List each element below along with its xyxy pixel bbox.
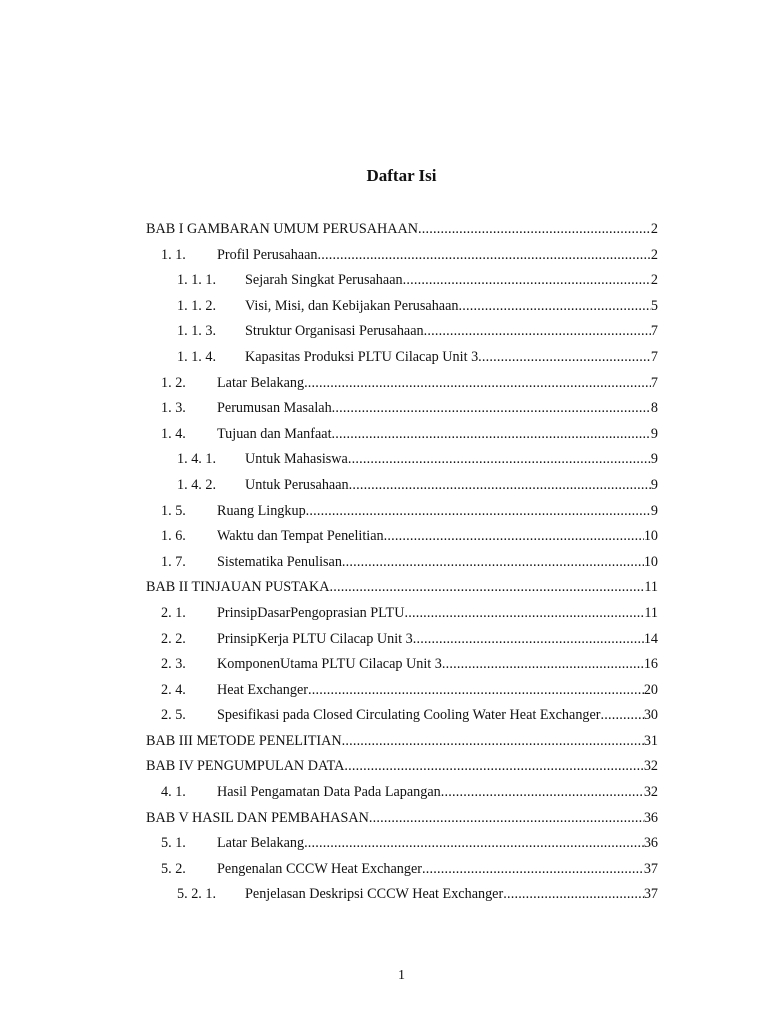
toc-entry-number: 2. 5. bbox=[161, 707, 186, 724]
toc-entry[interactable] bbox=[146, 473, 658, 499]
toc-entry-page: 37 bbox=[643, 860, 658, 877]
toc-entry-leader-line bbox=[146, 575, 658, 601]
toc-entry[interactable] bbox=[146, 371, 658, 397]
toc-entry-page: 2 bbox=[650, 272, 658, 289]
toc-entry-number: 1. 1. 2. bbox=[177, 297, 217, 314]
toc-entry[interactable] bbox=[146, 550, 658, 576]
toc-entry[interactable] bbox=[146, 319, 658, 345]
toc-entry-text: BAB V HASIL DAN PEMBAHASAN bbox=[146, 809, 369, 826]
toc-entry-text: Sistematika Penulisan bbox=[217, 553, 342, 570]
dot-leader bbox=[442, 652, 644, 678]
toc-entry-page: 30 bbox=[643, 707, 658, 724]
toc-entry-page: 5 bbox=[650, 297, 658, 314]
toc-entry-number: 1. 4. 2. bbox=[177, 476, 217, 493]
toc-entry-leader-line bbox=[217, 652, 658, 678]
toc-entry-text: BAB III METODE PENELITIAN bbox=[146, 732, 342, 749]
dot-leader bbox=[304, 371, 651, 397]
toc-entry[interactable] bbox=[146, 882, 658, 908]
toc-entry-text: Spesifikasi pada Closed Circulating Cooling Water Heat Exchanger bbox=[217, 707, 601, 724]
toc-entry-number: 4. 1. bbox=[161, 784, 186, 801]
toc-entry-number: 2. 4. bbox=[161, 681, 186, 698]
toc-entry-number: 1. 7. bbox=[161, 553, 186, 570]
toc-entry-page: 20 bbox=[643, 681, 658, 698]
toc-entry-text: Perumusan Masalah bbox=[217, 400, 332, 417]
dot-leader bbox=[601, 703, 644, 729]
toc-entry-page: 9 bbox=[650, 476, 658, 493]
toc-entry-page: 7 bbox=[650, 348, 658, 365]
toc-entry-text: Penjelasan Deskripsi CCCW Heat Exchanger bbox=[245, 886, 504, 903]
toc-entry-leader-line bbox=[217, 371, 658, 397]
toc-entry[interactable] bbox=[146, 857, 658, 883]
toc-entry-leader-line bbox=[245, 268, 658, 294]
dot-leader bbox=[348, 447, 651, 473]
toc-entry-leader-line bbox=[217, 550, 658, 576]
toc-entry[interactable] bbox=[146, 447, 658, 473]
toc-entry-leader-line bbox=[245, 345, 658, 371]
toc-entry[interactable] bbox=[146, 754, 658, 780]
dot-leader bbox=[342, 729, 644, 755]
toc-entry-page: 8 bbox=[650, 400, 658, 417]
toc-entry-number: 1. 4. 1. bbox=[177, 451, 217, 468]
toc-entry[interactable] bbox=[146, 294, 658, 320]
toc-entry-text: Profil Perusahaan bbox=[217, 246, 318, 263]
toc-entry-text: Heat Exchanger bbox=[217, 681, 308, 698]
toc-entry-text: Waktu dan Tempat Penelitian bbox=[217, 528, 384, 545]
toc-entry[interactable] bbox=[146, 652, 658, 678]
toc-entry-number: 2. 2. bbox=[161, 630, 186, 647]
dot-leader bbox=[422, 857, 644, 883]
toc-entry-number: 1. 1. bbox=[161, 246, 186, 263]
toc-entry-text: Latar Belakang bbox=[217, 374, 305, 391]
toc-entry-number: 1. 1. 4. bbox=[177, 348, 217, 365]
dot-leader bbox=[306, 499, 651, 525]
toc-entry-page: 32 bbox=[643, 758, 658, 775]
dot-leader bbox=[441, 780, 644, 806]
toc-entry-leader-line bbox=[217, 627, 658, 653]
dot-leader bbox=[403, 268, 651, 294]
toc-entry[interactable] bbox=[146, 780, 658, 806]
dot-leader bbox=[308, 678, 644, 704]
toc-entry-leader-line bbox=[217, 524, 658, 550]
dot-leader bbox=[503, 882, 644, 908]
toc-entry-text: Tujuan dan Manfaat bbox=[217, 425, 332, 442]
toc-entry[interactable] bbox=[146, 345, 658, 371]
toc-entry-leader-line bbox=[217, 857, 658, 883]
toc-entry-text: Latar Belakang bbox=[217, 835, 305, 852]
toc-entry-page: 36 bbox=[643, 835, 658, 852]
toc-entry[interactable] bbox=[146, 678, 658, 704]
dot-leader bbox=[384, 524, 644, 550]
toc-entry-number: 5. 1. bbox=[161, 835, 186, 852]
toc-entry-text: Ruang Lingkup bbox=[217, 502, 306, 519]
dot-leader bbox=[329, 575, 644, 601]
dot-leader bbox=[424, 319, 651, 345]
toc-entry-text: PrinsipKerja PLTU Cilacap Unit 3 bbox=[217, 630, 413, 647]
dot-leader bbox=[404, 601, 644, 627]
toc-entry-leader-line bbox=[245, 882, 658, 908]
toc-entry-page: 37 bbox=[643, 886, 658, 903]
toc-entry-text: KomponenUtama PLTU Cilacap Unit 3 bbox=[217, 656, 442, 673]
toc-entry-page: 2 bbox=[650, 221, 658, 237]
toc-entry-leader-line bbox=[146, 217, 658, 243]
toc-entry-page: 14 bbox=[643, 630, 658, 647]
toc-entry-number: 5. 2. bbox=[161, 860, 186, 877]
toc-entry[interactable] bbox=[146, 806, 658, 832]
dot-leader bbox=[369, 806, 644, 832]
toc-entry-leader-line bbox=[245, 473, 658, 499]
toc-entry-page: 7 bbox=[650, 323, 658, 340]
toc-entry-number: 1. 5. bbox=[161, 502, 186, 519]
dot-leader bbox=[332, 422, 651, 448]
dot-leader bbox=[349, 473, 651, 499]
toc-entry-page: 9 bbox=[650, 502, 658, 519]
toc-entry[interactable] bbox=[146, 831, 658, 857]
toc-entry-text: Kapasitas Produksi PLTU Cilacap Unit 3 bbox=[245, 348, 479, 365]
toc-entry-page: 10 bbox=[643, 553, 658, 570]
toc-entry-page: 9 bbox=[650, 451, 658, 468]
dot-leader bbox=[342, 550, 644, 576]
toc-entry-page: 11 bbox=[644, 604, 658, 621]
toc-entry[interactable] bbox=[146, 729, 658, 755]
toc-entry-page: 2 bbox=[650, 246, 658, 263]
page-title: Daftar Isi bbox=[366, 166, 437, 185]
toc-entry-page: 16 bbox=[643, 656, 658, 673]
dot-leader bbox=[332, 396, 651, 422]
toc-entry-text: Hasil Pengamatan Data Pada Lapangan bbox=[217, 784, 441, 801]
toc-entry-text: PrinsipDasarPengoprasian PLTU bbox=[217, 604, 405, 621]
toc-entry[interactable] bbox=[146, 601, 658, 627]
toc-entry-text: Pengenalan CCCW Heat Exchanger bbox=[217, 860, 422, 877]
toc-entry-leader-line bbox=[245, 447, 658, 473]
toc-entry-page: 31 bbox=[643, 732, 658, 749]
dot-leader bbox=[459, 294, 651, 320]
toc-entry-text: BAB I GAMBARAN UMUM PERUSAHAAN bbox=[146, 221, 418, 237]
toc-entry-text: Untuk Perusahaan bbox=[245, 476, 349, 493]
toc-entry-page: 9 bbox=[650, 425, 658, 442]
toc-entry-leader-line bbox=[217, 243, 658, 269]
toc-entry-leader-line bbox=[245, 319, 658, 345]
toc-entry-number: 2. 1. bbox=[161, 604, 186, 621]
toc-entry-leader-line bbox=[217, 703, 658, 729]
toc-entry[interactable] bbox=[146, 217, 658, 243]
dot-leader bbox=[413, 627, 644, 653]
toc-entry-number: 1. 3. bbox=[161, 400, 186, 417]
toc-entry-leader-line bbox=[217, 499, 658, 525]
toc-entry[interactable] bbox=[146, 268, 658, 294]
table-of-contents bbox=[146, 217, 658, 908]
toc-entry-text: Untuk Mahasiswa bbox=[245, 451, 348, 468]
toc-entry-text: BAB II TINJAUAN PUSTAKA bbox=[146, 579, 330, 596]
toc-entry[interactable] bbox=[146, 499, 658, 525]
toc-entry[interactable] bbox=[146, 575, 658, 601]
toc-entry-leader-line bbox=[146, 754, 658, 780]
toc-entry-number: 1. 4. bbox=[161, 425, 186, 442]
toc-entry-page: 36 bbox=[643, 809, 658, 826]
dot-leader bbox=[478, 345, 651, 371]
toc-entry-number: 1. 6. bbox=[161, 528, 186, 545]
toc-entry-leader-line bbox=[217, 601, 658, 627]
toc-entry-leader-line bbox=[217, 422, 658, 448]
toc-entry-text: Struktur Organisasi Perusahaan bbox=[245, 323, 424, 340]
dot-leader bbox=[344, 754, 643, 780]
dot-leader bbox=[418, 217, 651, 243]
toc-entry-number: 1. 1. 1. bbox=[177, 272, 217, 289]
dot-leader bbox=[317, 243, 650, 269]
toc-entry-number: 1. 1. 3. bbox=[177, 323, 217, 340]
toc-entry[interactable] bbox=[146, 703, 658, 729]
toc-entry-text: Visi, Misi, dan Kebijakan Perusahaan bbox=[245, 297, 459, 314]
toc-entry-leader-line bbox=[146, 806, 658, 832]
toc-entry[interactable] bbox=[146, 524, 658, 550]
dot-leader bbox=[304, 831, 644, 857]
toc-entry-leader-line bbox=[217, 831, 658, 857]
toc-entry-text: Sejarah Singkat Perusahaan bbox=[245, 272, 403, 289]
toc-entry-leader-line bbox=[217, 678, 658, 704]
toc-entry[interactable] bbox=[146, 243, 658, 269]
page-number: 1 bbox=[398, 968, 405, 983]
toc-entry-text: BAB IV PENGUMPULAN DATA bbox=[146, 758, 345, 775]
toc-entry-leader-line bbox=[217, 780, 658, 806]
toc-entry-page: 11 bbox=[644, 579, 658, 596]
toc-entry-number: 1. 2. bbox=[161, 374, 186, 391]
toc-entry[interactable] bbox=[146, 422, 658, 448]
toc-entry[interactable] bbox=[146, 627, 658, 653]
toc-entry-number: 5. 2. 1. bbox=[177, 886, 217, 903]
toc-entry-page: 10 bbox=[643, 528, 658, 545]
toc-entry-page: 32 bbox=[643, 784, 658, 801]
toc-entry-leader-line bbox=[217, 396, 658, 422]
toc-entry-leader-line bbox=[146, 729, 658, 755]
toc-entry[interactable] bbox=[146, 396, 658, 422]
toc-entry-number: 2. 3. bbox=[161, 656, 186, 673]
toc-entry-page: 7 bbox=[650, 374, 658, 391]
toc-entry-leader-line bbox=[245, 294, 658, 320]
